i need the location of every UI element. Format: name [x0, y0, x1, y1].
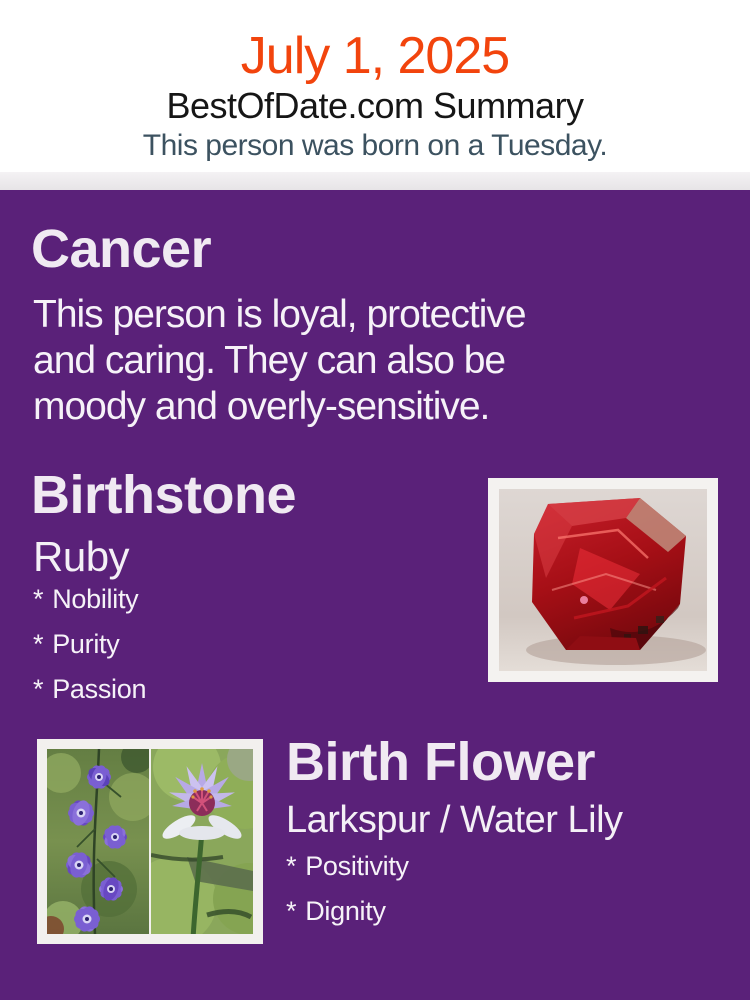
larkspur-photo — [38, 741, 157, 942]
zodiac-description-line: and caring. They can also be — [33, 339, 506, 382]
birth-flower-traits — [286, 851, 409, 941]
trait-row — [33, 629, 146, 674]
ruby-photo — [488, 478, 718, 682]
birth-flower-photo-image — [37, 739, 263, 944]
trait-label: Purity — [52, 629, 120, 659]
asterisk-bullet-icon: * — [33, 629, 44, 659]
zodiac-description-line: This person is loyal, protective — [33, 293, 526, 336]
asterisk-bullet-icon: * — [33, 584, 44, 614]
summary-panel — [0, 190, 750, 1000]
birth-flower-photo — [37, 739, 263, 944]
asterisk-bullet-icon: * — [286, 896, 297, 926]
asterisk-bullet-icon: * — [33, 674, 44, 704]
zodiac-description — [33, 292, 526, 430]
birthstone-name: Ruby — [33, 533, 130, 580]
trait-label: Positivity — [305, 851, 409, 881]
header-divider — [0, 172, 750, 190]
trait-label: Passion — [52, 674, 147, 704]
born-day-line: This person was born on a Tuesday. — [142, 129, 608, 162]
birth-flower-name: Larkspur / Water Lily — [286, 799, 623, 841]
asterisk-bullet-icon: * — [286, 851, 297, 881]
birthstone-heading: Birthstone — [31, 465, 296, 525]
birthstone-traits — [33, 584, 146, 719]
trait-row — [33, 674, 146, 719]
zodiac-description-line: moody and overly-sensitive. — [33, 385, 490, 428]
site-summary-title: BestOfDate.com Summary — [166, 85, 584, 126]
birth-flower-heading: Birth Flower — [286, 732, 596, 792]
trait-label: Dignity — [305, 896, 386, 926]
zodiac-sign-heading: Cancer — [31, 219, 212, 279]
trait-row — [286, 851, 409, 896]
trait-label: Nobility — [52, 584, 139, 614]
date-title: July 1, 2025 — [240, 27, 510, 85]
ruby-photo-image — [488, 478, 718, 682]
trait-row — [286, 896, 409, 941]
trait-row — [33, 584, 146, 629]
